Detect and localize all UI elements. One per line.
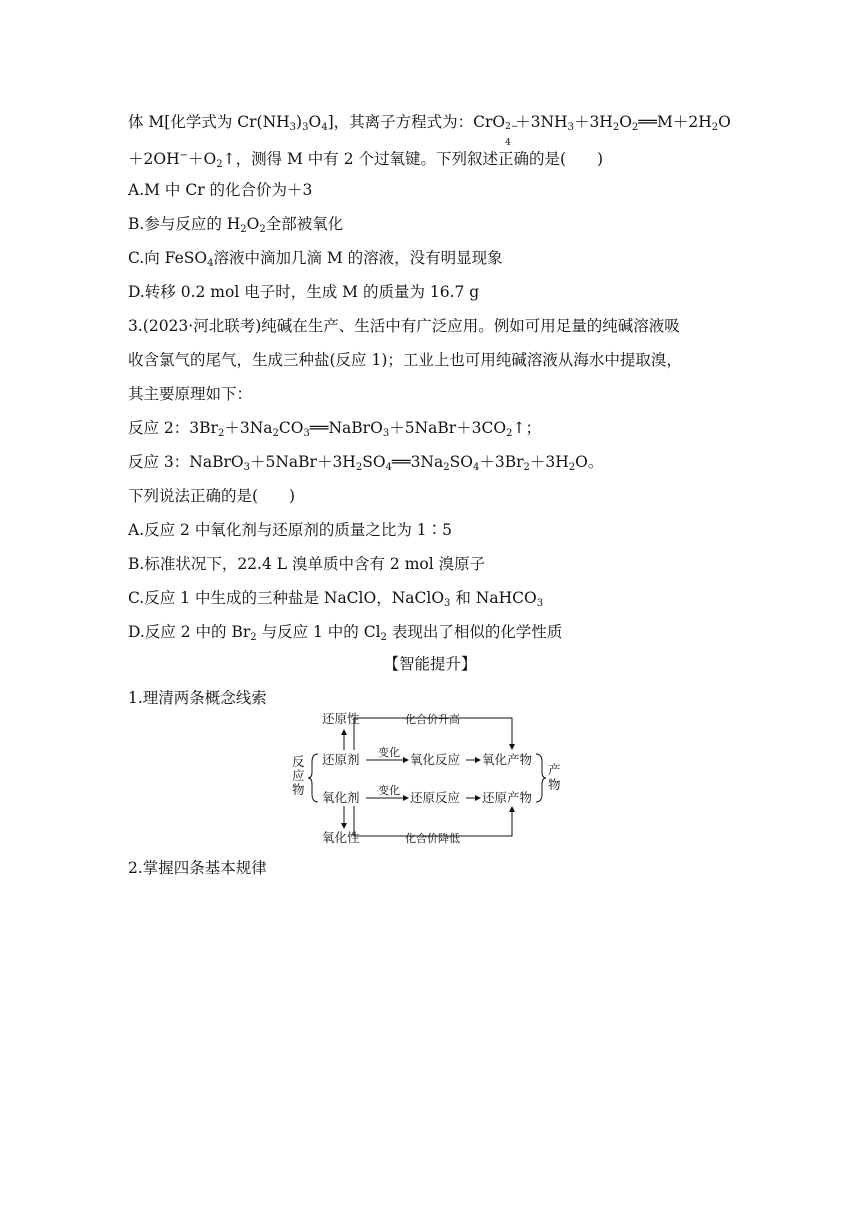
q2-option-a: A.M 中 Cr 的化合价为＋3	[128, 181, 313, 199]
oxidation-product-label: 氧化产物	[482, 752, 533, 767]
q3-stem-line3: 其主要原理如下：	[128, 385, 253, 403]
section-title: 【智能提升】	[383, 655, 477, 673]
oxidizing-agent-label: 氧化剂	[322, 790, 360, 805]
q3-option-a: A.反应 2 中氧化剂与还原剂的质量之比为 1∶5	[128, 521, 452, 539]
reducing-agent-label: 还原剂	[322, 752, 360, 767]
reactant-char-1: 反	[292, 754, 305, 769]
valence-up-label: 化合价升高	[405, 713, 460, 726]
valence-down-label: 化合价降低	[405, 832, 460, 845]
concept-diagram	[282, 706, 582, 854]
q2-option-b: B.参与反应的 $H_2O_2$全部被氧化	[128, 215, 344, 235]
q2-option-d: D.转移 0.2 mol 电子时，生成 M 的质量为 16.7 g	[128, 283, 480, 301]
q3-ask: 下列说法正确的是( )	[128, 487, 296, 505]
q3-option-b: B.标准状况下，22.4 L 溴单质中含有 2 mol 溴原子	[128, 555, 486, 573]
change-top-label: 变化	[378, 746, 400, 759]
q3-option-c: C.反应 1 中生成的三种盐是 NaClO，NaClO$_3$ 和 NaHCO$_3$	[128, 589, 544, 609]
reactant-brace	[308, 754, 318, 802]
q2-option-c: C.向 FeSO$_4$溶液中滴加几滴 M 的溶液，没有明显现象	[128, 249, 503, 269]
reducibility-label: 还原性	[322, 711, 360, 726]
q2-stem-line2: $+2OH^-+O_2↑$，测得 M 中有 2 个过氧键。下列叙述正确的是( )	[128, 150, 604, 171]
q3-reaction-2: 反应 2：$3Br_2+3Na_2CO_3══NaBrO_3+5NaBr+3CO_2↑$；	[128, 419, 541, 439]
change-bottom-label: 变化	[378, 784, 400, 797]
product-char-1: 产	[548, 762, 561, 777]
q3-stem-line1: 3.(2023·河北联考)纯碱在生产、生活中有广泛应用。例如可用足量的纯碱溶液吸	[128, 317, 680, 335]
item-2-heading: 2.掌握四条基本规律	[128, 859, 267, 877]
reduction-product-label: 还原产物	[482, 790, 533, 805]
reactant-char-2: 应	[292, 768, 305, 783]
q3-reaction-3: 反应 3：$NaBrO_3+5NaBr+3H_2SO_4══3Na_2SO_4+3Br_2+3H_2O$。	[128, 453, 604, 473]
oxidizability-label: 氧化性	[322, 830, 360, 845]
product-brace	[536, 754, 546, 802]
oxidation-reaction-label: 氧化反应	[410, 752, 461, 767]
item-1-heading: 1.理清两条概念线索	[128, 689, 267, 707]
reactant-char-3: 物	[292, 782, 305, 797]
q3-stem-line2: 收含氯气的尾气，生成三种盐(反应 1)；工业上也可用纯碱溶液从海水中提取溴，	[128, 351, 682, 369]
q3-option-d: D.反应 2 中的 $Br_2$ 与反应 1 中的 $Cl_2$ 表现出了相似的化学性质	[128, 623, 563, 643]
q2-stem-line1: 体 M[化学式为 $Cr(NH_3)_3O_4$]，其离子方程式为：CrO 2− 4 $+3NH_3+3H_2O_2══M+2H_2O$	[128, 113, 731, 148]
product-char-2: 物	[548, 777, 561, 792]
reduction-reaction-label: 还原反应	[410, 790, 461, 805]
